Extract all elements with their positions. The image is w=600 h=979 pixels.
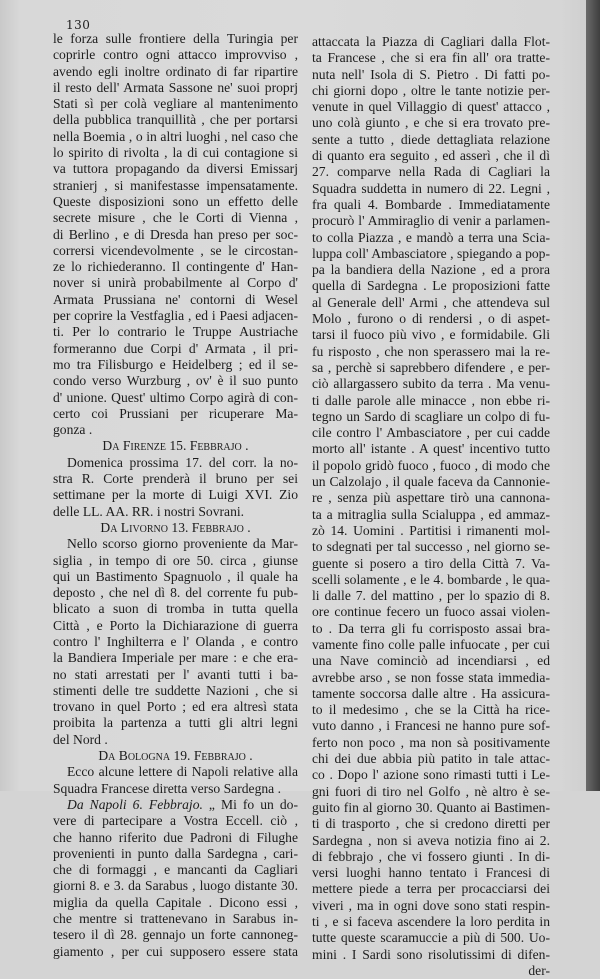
text-line: to sdegnati per tal successo , nel giorno se- (312, 539, 550, 555)
text-line: Squadra Francese diretta verso Sardegna . (53, 780, 281, 796)
section-heading: Da Firenze 15. Febbrajo . (102, 438, 249, 454)
text-line: vuto danno , i Francesi ne hanno pure sof- (312, 718, 550, 734)
text-line: al Generale dell' Armi , che attendeva sul (312, 294, 550, 310)
page-number: 130 (66, 18, 91, 32)
text-line: del Nord . (53, 731, 108, 747)
text-line: co . Dopo l' azione sono rimasti tutti i Le- (312, 767, 550, 783)
text-line: nuta nell' Isola di S. Pietro . Di fatti po- (312, 66, 550, 82)
text-line: proibita la partenza a tutti gli altri legni (53, 715, 298, 731)
text-line: Sardegna , non si aveva notizia fino ai 2. (312, 832, 550, 848)
text-line: sente a tutto , diede dettagliata relazione (312, 131, 550, 147)
text-line: nover si unirà probabilmente al Corpo d' (53, 275, 298, 291)
text-line: ze lo richiederanno. Il contingente d' Han- (53, 259, 298, 275)
text-line: ta Francese , che si era fin all' ora tratte- (312, 50, 550, 66)
right-column (312, 34, 550, 979)
text-line: per coprire la Vestfaglia , ed i Paesi adjacen- (53, 308, 298, 324)
text-line: trovano in quel Porto ; ed era altresì stata (53, 699, 298, 715)
text-line: gonza . (53, 422, 93, 438)
text-line: che di formaggi , e mancanti da Cagliari (53, 862, 298, 878)
text-line: siglia , in tempo di ore 50. circa , giunse (53, 552, 298, 568)
text-line: Armata Prussiana ne' contorni di Wesel (53, 291, 298, 307)
text-line: fra quali 4. Bombarde . Immediatamente (312, 196, 550, 212)
text-line: procurò l' Ammiraglio di venir a parlamen- (312, 213, 550, 229)
text-line: Squadra suddetta in numero di 22. Legni , (312, 180, 550, 196)
text-line: cile contro l' Ambasciatore , per cui cadde (312, 425, 550, 441)
left-column (53, 31, 298, 960)
text-line: ti di trasporto , che si credono diretti per (312, 816, 550, 832)
text-line: Queste disposizioni sono un effetto delle (53, 193, 298, 209)
dateline-rest: „ Mi fo un do- (202, 796, 298, 812)
text-line: blicato a suon di tromba in tutta quella (53, 601, 298, 617)
section-heading: Da Bologna 19. Febbrajo . (98, 748, 253, 764)
text-line: provenienti in punto dalla Sardegna , cari- (53, 845, 298, 861)
text-line: che hanno riferito due Padroni di Filughe (53, 829, 298, 845)
text-line: gni fuori di tiro nel Golfo , nè altro è se- (312, 783, 550, 799)
text-line: luppa coll' Ambasciatore , spiegando a pop- (312, 245, 550, 261)
text-line: chi dei due abbia più patito in tale attac- (312, 751, 550, 767)
text-line: venute in quel Villaggio di quest' attacco , (312, 99, 550, 115)
text-line: stra R. Corte prenderà il bruno per sei (53, 471, 298, 487)
text-line: to il medesimo , che se la Città ha rice- (312, 702, 550, 718)
text-line: deposto , che nel dì 8. del corrente fu pub- (53, 585, 298, 601)
text-line: il popolo gridò fuoco , fuoco , di modo che (312, 457, 550, 473)
text-line: vere di partecipare a Vostra Eccell. ciò , (53, 813, 298, 829)
text-line: fu risposto , che non sperassero mai la re- (312, 343, 550, 359)
text-line: mettere piede a terra per procacciarsi dei (312, 881, 550, 897)
text-line: ferto non poco , ma non sà positivamente (312, 734, 550, 750)
text-line: quella di Sardegna . Le proposizioni fatte (312, 278, 550, 294)
text-line: pa la bandiera della Nazione , ed a prora (312, 262, 550, 278)
text-line: ciò allargassero subito da terra . Ma venu- (312, 376, 550, 392)
text-line: guente si posero a tiro della Città 7. Va- (312, 555, 550, 571)
text-line: ti , e si faceva ascendere la loro perdita in (312, 914, 550, 930)
text-line: stimenti delle tre suddette Nazioni , che si (53, 682, 298, 698)
page-edge-binding (586, 0, 600, 791)
text-line: tarsi il fuoco più vivo , e formidabile. Gli (312, 327, 550, 343)
text-line: li dalle 7. del mattino , per lo spazio di 8. (312, 588, 550, 604)
text-line: settimane per la morte di Luigi XVI. Zio (53, 487, 298, 503)
text-line: to colla Piazza , e mandò a terra una Scia- (312, 229, 550, 245)
paragraph-start-line: Ecco alcune lettere di Napoli relative alla (67, 764, 298, 780)
text-line: tutte queste scaramuccie a più di 500. Uo- (312, 930, 550, 946)
text-line: mo tra Filisburgo e Heidelberg ; ed il se- (53, 356, 298, 372)
text-line: un Calzolajo , il quale faceva da Cannonie- (312, 474, 550, 490)
paragraph-start-line: Domenica prossima 17. del corr. la no- (67, 454, 298, 470)
text-line: scelli solamente , e le 4. bombarde , le qua- (312, 571, 550, 587)
text-line: zò 14. Uomini . Partitisi i rimanenti mol- (312, 522, 550, 538)
text-line: Città , e Porto la Dichiarazione di guerra (53, 617, 298, 633)
text-line: contro l' Inghilterra e l' Olanda , e contro (53, 633, 298, 649)
text-line: ta a mitraglia sulla Scialuppa , ed ammaz- (312, 506, 550, 522)
text-line: guito fin al giorno 30. Quanto ai Bastimen- (312, 799, 550, 815)
text-line: 27. comparve nella Rada di Cagliari la (312, 164, 550, 180)
text-line: giorni 8. e 3. da Sarabus , luogo distante 30. (53, 878, 298, 894)
text-line: il resto dell' Armata Sassone ne' suoi proprj (53, 79, 298, 95)
text-line: miglia da quella Capitale . Dicono essi , (53, 894, 298, 910)
text-line: tegno un Sardo di scagliare un colpo di fu- (312, 408, 550, 424)
text-line: vamente fino colle palle infuocate , per cui (312, 636, 550, 652)
text-line: sa , perchè si saprebbero difendere , e per- (312, 359, 550, 375)
text-line: no stati arrestati per l' avanti tutti i ba- (53, 666, 298, 682)
text-line: tamente soccorsa dalle altre . Ha assicura- (312, 685, 550, 701)
text-line: versi luoghi hanno tentato i Francesi di (312, 865, 550, 881)
dateline: Da Napoli 6. Febbrajo. (67, 796, 203, 812)
text-line: viveri , ma in ogni dove sono stati respin- (312, 897, 550, 913)
text-line: certo coi Prussiani per ricuperare Ma- (53, 405, 298, 421)
text-line: mini . I Sardi sono risolutissimi di difen- (312, 946, 550, 962)
text-line: di Berlino , e di Dresda han preso per soc- (53, 226, 298, 242)
text-line: morto all' istante . A quest' incentivo tutto (312, 441, 550, 457)
text-line: qui un Bastimento Spagnuolo , il quale ha (53, 568, 298, 584)
text-line: condo verso Wurzburg , ov' è il suo punto (53, 373, 298, 389)
dateline-line (53, 797, 298, 813)
catchword: der- (528, 962, 550, 978)
text-line: ti. Per lo contrario le Truppe Austriache (53, 324, 298, 340)
text-line: secrete misure , che le Corti di Vienna , (53, 210, 298, 226)
text-line: una Nave cominciò ad incendiarsi , ed (312, 653, 550, 669)
text-line: re , senza più aspettare tirò una cannona- (312, 490, 550, 506)
text-line: coprirle contro ogni attacco improvviso , (53, 47, 298, 63)
text-line: di febbrajo , che vi fossero giunti . In di- (312, 848, 550, 864)
text-line: attaccata la Piazza di Cagliari dalla Flot- (312, 34, 550, 49)
text-line: va tuttora propagando da diversi Emissarj (53, 161, 298, 177)
text-line: ore continue fecero un fuoco assai violen- (312, 604, 550, 620)
text-line: Stati sì per colà vegliare al mantenimento (53, 96, 298, 112)
text-line: stranierj , si manifestasse impensatamente. (53, 177, 298, 193)
text-line: uno colà giunto , e che si era trovato pre- (312, 115, 550, 131)
text-line: chi giorni dopo , oltre le tante notizie per- (312, 82, 550, 98)
paragraph-start-line: Nello scorso giorno proveniente da Mar- (67, 536, 298, 552)
section-heading: Da Livorno 13. Febbrajo . (100, 519, 251, 535)
text-line: le forza sulle frontiere della Turingia per (53, 31, 298, 46)
text-line: avrebbe arso , se non fosse stata immedia- (312, 669, 550, 685)
text-line: lo spirito di rivolta , la di cui contagione si (53, 145, 298, 161)
text-line: to . Da terra gli fu corrisposto assai bra- (312, 620, 550, 636)
text-line: tesero il dì 28. gennajo un forte cannoneg- (53, 927, 298, 943)
text-line: giamento , per cui supposero essere stata (53, 943, 298, 959)
text-line: formeranno due Corpi d' Armata , il pri- (53, 340, 298, 356)
text-line: che mentre si trattenevano in Sarabus in- (53, 911, 298, 927)
text-line: delle LL. AA. RR. i nostri Sovrani. (53, 503, 245, 519)
text-line: Molo , furono o di rendersi , o di aspet- (312, 311, 550, 327)
text-line: nella Boemia , o in altri luoghi , nel caso che (53, 128, 298, 144)
text-line: avendo egli inoltre ordinato di far ripartire (53, 63, 298, 79)
text-line: della pubblica tranquillità , che per portarsi (53, 112, 298, 128)
text-line: d' unione. Quest' ultimo Corpo agirà di con- (53, 389, 298, 405)
text-line: corrersi vicendevolmente , se le circostan- (53, 242, 298, 258)
text-line: di quanto era seguito , ed asserì , che il dì (312, 148, 550, 164)
text-line: ti dalle parole alle minacce , non ebbe ri- (312, 392, 550, 408)
text-line: la Bandiera Imperiale per mare : e che era- (53, 650, 298, 666)
